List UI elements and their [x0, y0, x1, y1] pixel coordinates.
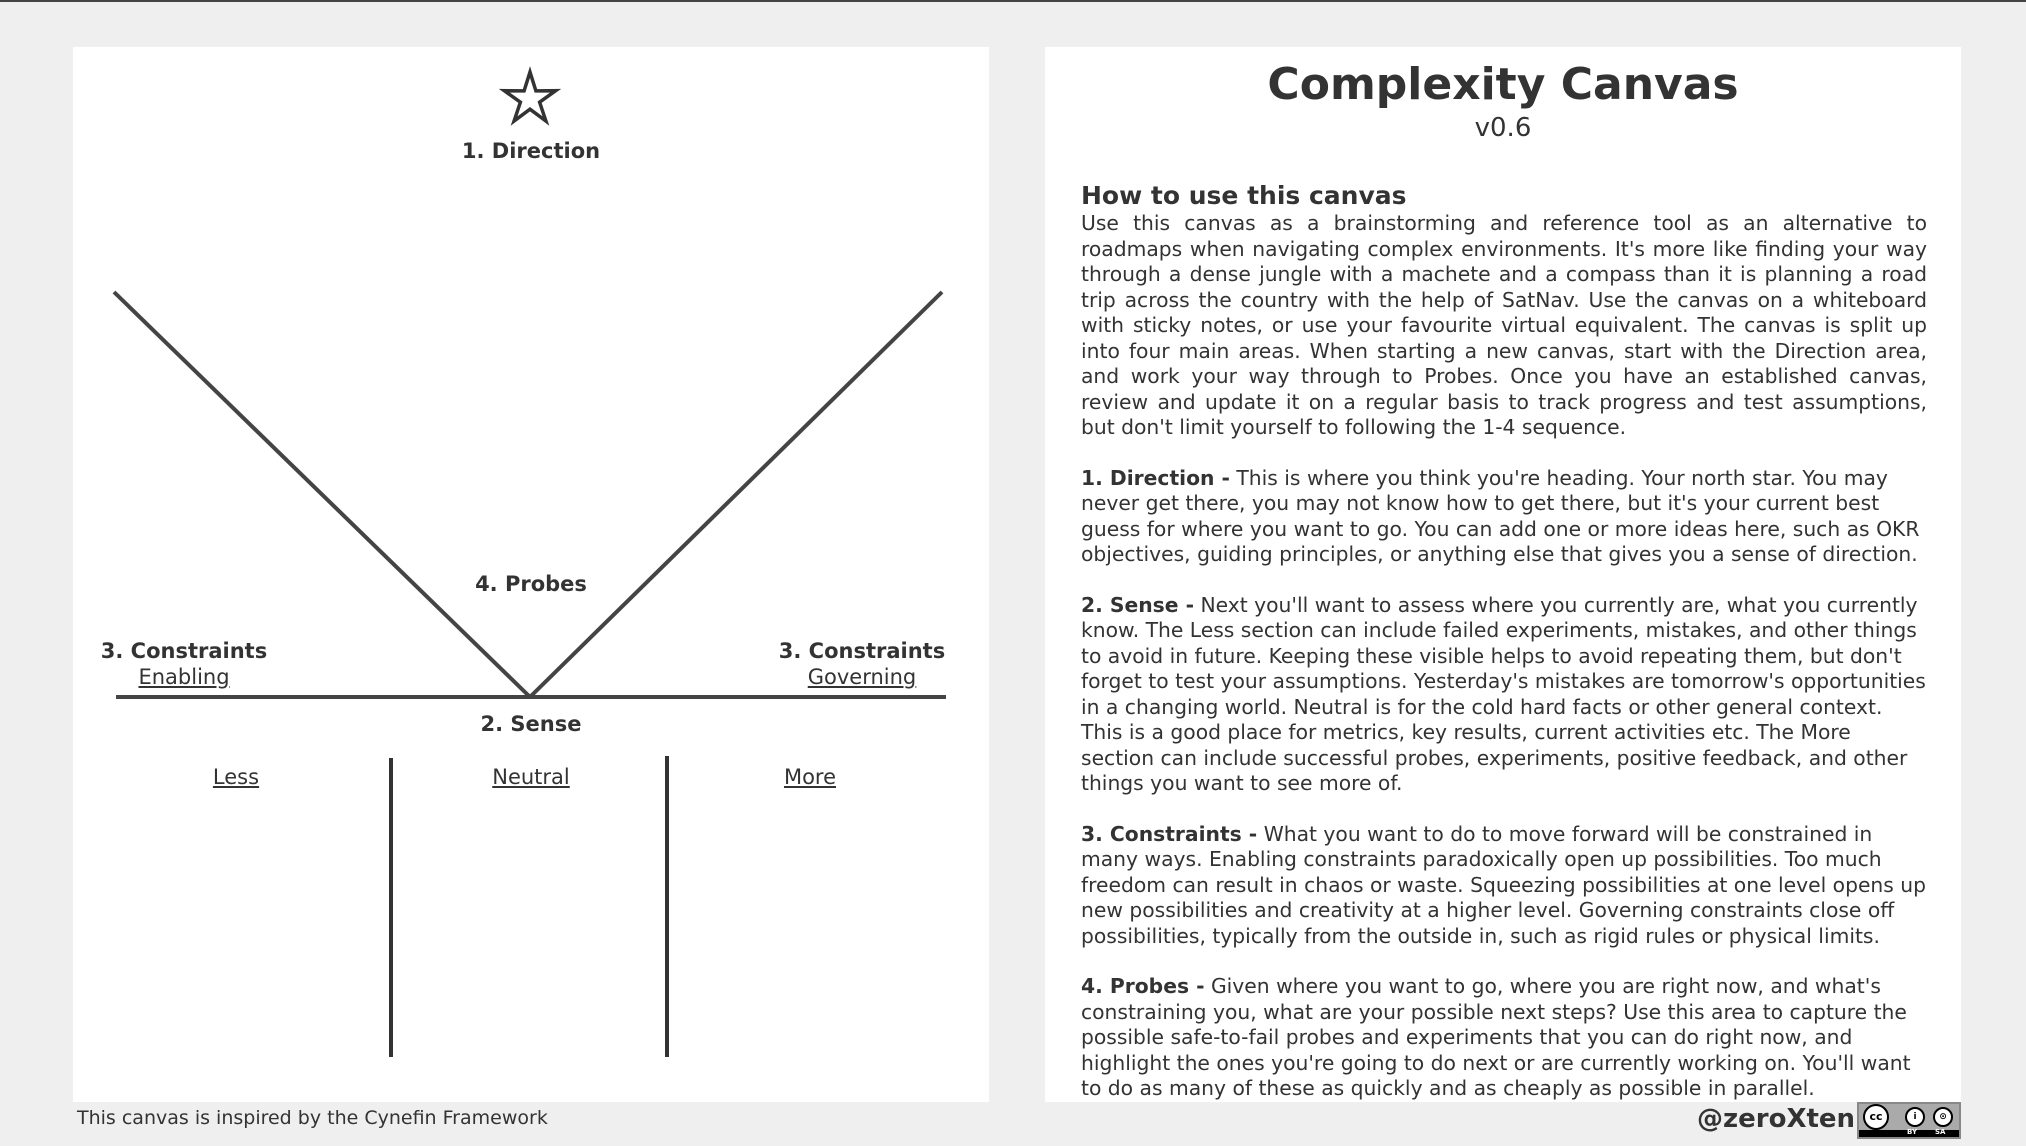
instructions [1081, 181, 1927, 1127]
sense-column-more: More [783, 765, 837, 789]
probes-label: 4. Probes [475, 572, 587, 596]
sense-column-neutral: Neutral [492, 765, 570, 789]
section-heading: 3. Constraints - [1081, 821, 1258, 846]
by-text: BY [1907, 1128, 1918, 1136]
sa-text: SA [1935, 1128, 1946, 1136]
section-probes [1081, 974, 1927, 1102]
star-icon [504, 72, 555, 121]
constraints-governing-label: 3. Constraints [778, 639, 946, 663]
top-border [0, 0, 2026, 2]
section-text: Given where you want to go, where you are right now, and what's constraining you, what are your possible next steps? Use this area to capture the possible safe-to-fail probes and experiments that you can do right now, and highlight the ones you're going to do next or are currently working on. You'll want to do as many of these as quickly and as cheaply as possible in parallel. [1081, 974, 1911, 1100]
cc-by-sa-icon [1857, 1102, 1961, 1139]
section-direction [1081, 466, 1927, 568]
section-constraints [1081, 822, 1927, 950]
by-mark: i [1905, 1107, 1925, 1127]
info-panel [1045, 47, 1961, 1102]
sa-mark: ⊙ [1933, 1107, 1953, 1127]
section-sense [1081, 593, 1927, 797]
how-to-text: Use this canvas as a brainstorming and reference tool as an alternative to roadmaps when navigating complex environments. It's more like finding your way through a dense jungle with a machete and a compass than it is planning a road trip across the country with the help of SatNav. Use the canvas on a whiteboard with sticky notes, or use your favourite virtual equivalent. The canvas is split up into four main areas. When starting a new canvas, start with the Direction area, and work your way through to Probes. Once you have an established canvas, review and update it on a regular basis to track progress and test assumptions, but don't limit yourself to following the 1-4 sequence. [1081, 211, 1927, 439]
constraints-governing-sub: Governing [807, 665, 917, 689]
author-handle: @zeroXten [1697, 1104, 1856, 1134]
how-to-heading: How to use this canvas [1081, 181, 1407, 210]
sense-label: 2. Sense [480, 712, 582, 736]
section-heading: 4. Probes - [1081, 974, 1205, 998]
probes-left-line [114, 292, 530, 697]
section-text: What you want to do to move forward will be constrained in many ways. Enabling constraints paradoxically open up possibilities. Too much freedom can result in chaos or waste. Squeezing possibilities at one level opens up new possibilities and creativity at a higher level. Governing constraints close off possibilities, typically from the outside in, such as rigid rules or physical limits. [1081, 821, 1927, 948]
version-label: v0.6 [1474, 113, 1532, 143]
section-heading: 1. Direction - [1081, 465, 1230, 490]
cc-mark: cc [1863, 1104, 1889, 1130]
constraints-enabling-sub: Enabling [138, 665, 230, 689]
inspired-by-note: This canvas is inspired by the Cynefin Framework [77, 1107, 548, 1129]
constraints-enabling-label: 3. Constraints [100, 639, 268, 663]
direction-label: 1. Direction [461, 139, 601, 163]
section-text: Next you'll want to assess where you currently are, what you currently know. The Less section can include failed experiments, mistakes, and other things to avoid in future. Keeping these visible helps to avoid repeating them, but don't forget to test your assumptions. Yesterday's mistakes are tomorrow's opportunities in a changing world. Neutral is for the cold hard facts or other general context. This is a good place for metrics, key results, current activities etc. The More section can include successful probes, experiments, positive feedback, and other things you want to see more of. [1081, 592, 1926, 795]
canvas-panel [73, 47, 989, 1102]
probes-right-line [530, 292, 942, 697]
section-heading: 2. Sense - [1081, 592, 1194, 617]
page-title: Complexity Canvas [1267, 59, 1739, 110]
sense-column-less: Less [212, 765, 260, 789]
section-text: This is where you think you're heading. Your north star. You may never get there, you may not know how to get there, but it's your current best guess for where you want to go. You can add one or more ideas here, such as OKR objectives, guiding principles, or anything else that gives you a sense of direction. [1081, 465, 1920, 566]
